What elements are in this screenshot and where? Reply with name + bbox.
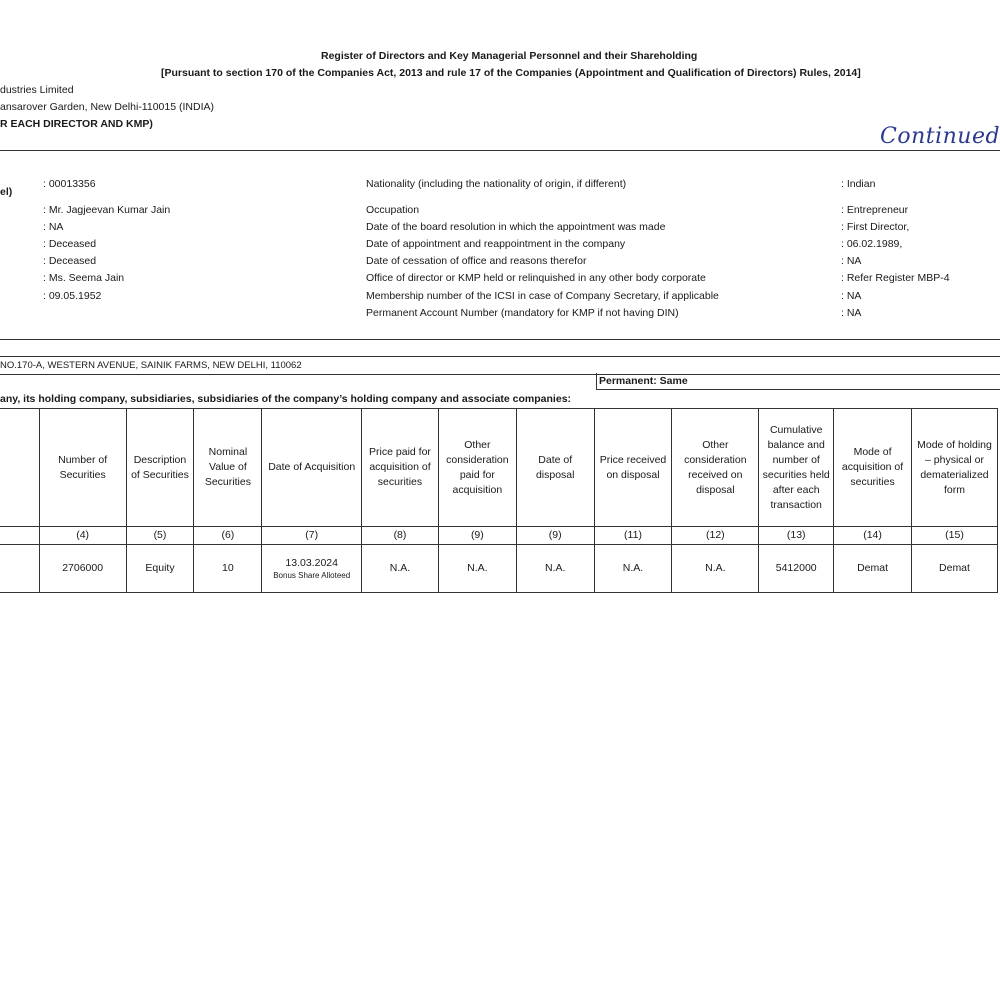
column-header: Description of Securities bbox=[126, 409, 194, 527]
detail-right-label: Nationality (including the nationality of origin, if different) bbox=[366, 178, 627, 190]
column-number: (7) bbox=[262, 527, 362, 545]
detail-right-label: Date of the board resolution in which the appointment was made bbox=[366, 221, 666, 233]
handwritten-continued: Continued bbox=[880, 124, 1000, 149]
nominal-value: 10 bbox=[194, 545, 262, 593]
column-header: Cumulative balance and number of securities held after each transaction bbox=[759, 409, 834, 527]
detail-left-label: el) bbox=[0, 186, 13, 198]
permanent-address: Permanent: Same bbox=[599, 375, 688, 387]
price-received: N.A. bbox=[594, 545, 672, 593]
mode-of-acquisition: Demat bbox=[834, 545, 912, 593]
cumulative-balance: 5412000 bbox=[759, 545, 834, 593]
other-consideration-paid: N.A. bbox=[438, 545, 516, 593]
column-header: Mode of acquisition of securities bbox=[834, 409, 912, 527]
column-header: Price received on disposal bbox=[594, 409, 672, 527]
detail-right-label: Date of cessation of office and reasons therefor bbox=[366, 255, 587, 267]
detail-right-value: : NA bbox=[841, 290, 862, 302]
row-first-cell bbox=[0, 545, 39, 593]
detail-left-value: : NA bbox=[43, 221, 64, 233]
column-number: (11) bbox=[594, 527, 672, 545]
detail-left-value: : Deceased bbox=[43, 255, 97, 267]
detail-right-label: Date of appointment and reappointment in the company bbox=[366, 238, 626, 250]
description-of-securities: Equity bbox=[126, 545, 194, 593]
column-number: (9) bbox=[516, 527, 594, 545]
column-header: Other consideration paid for acquisition bbox=[438, 409, 516, 527]
column-header: Mode of holding – physical or dematerialized form bbox=[911, 409, 997, 527]
residential-address: NO.170-A, WESTERN AVENUE, SAINIK FARMS, NEW DELHI, 110062 bbox=[0, 360, 302, 371]
detail-right-value: : 06.02.1989, bbox=[841, 238, 903, 250]
price-paid: N.A. bbox=[362, 545, 439, 593]
number-of-securities: 2706000 bbox=[39, 545, 126, 593]
detail-right-value: : NA bbox=[841, 255, 862, 267]
detail-left-value: : Ms. Seema Jain bbox=[43, 272, 125, 284]
securities-heading: any, its holding company, subsidiaries, subsidiaries of the company’s holding company and associate companies: bbox=[0, 393, 572, 405]
company-address: ansarover Garden, New Delhi-110015 (INDIA) bbox=[0, 101, 214, 113]
detail-right-value: : Indian bbox=[841, 178, 876, 190]
column-number: (8) bbox=[362, 527, 439, 545]
acquisition-note: Bonus Share Alloteed bbox=[273, 571, 351, 580]
column-header: Date of disposal bbox=[516, 409, 594, 527]
detail-left-value: : 09.05.1952 bbox=[43, 290, 102, 302]
column-number: (5) bbox=[126, 527, 194, 545]
detail-left-value: : 00013356 bbox=[43, 178, 96, 190]
column-header: Number of Securities bbox=[39, 409, 126, 527]
divider-top bbox=[0, 150, 1000, 151]
detail-right-label: Permanent Account Number (mandatory for KMP if not having DIN) bbox=[366, 307, 679, 319]
date-of-acquisition: 13.03.2024 bbox=[285, 557, 338, 569]
company-name: dustries Limited bbox=[0, 84, 74, 96]
column-header bbox=[0, 409, 39, 527]
table-header-row bbox=[0, 409, 998, 527]
detail-left-value: : Deceased bbox=[43, 238, 97, 250]
column-number-row bbox=[0, 527, 998, 545]
table-row bbox=[0, 545, 998, 593]
column-number: (6) bbox=[194, 527, 262, 545]
detail-right-value: : Entrepreneur bbox=[841, 204, 909, 216]
detail-right-value: : First Director, bbox=[841, 221, 910, 233]
column-number: (15) bbox=[911, 527, 997, 545]
detail-right-label: Membership number of the ICSI in case of Company Secretary, if applicable bbox=[366, 290, 719, 302]
column-header: Nominal Value of Securities bbox=[194, 409, 262, 527]
column-header: Price paid for acquisition of securities bbox=[362, 409, 439, 527]
column-header: Other consideration received on disposal bbox=[672, 409, 759, 527]
section-heading: R EACH DIRECTOR AND KMP) bbox=[0, 118, 153, 130]
column-number: (12) bbox=[672, 527, 759, 545]
mode-of-holding: Demat bbox=[911, 545, 997, 593]
detail-right-value: : Refer Register MBP-4 bbox=[841, 272, 950, 284]
securities-table bbox=[0, 408, 998, 593]
column-number: (14) bbox=[834, 527, 912, 545]
column-number: (4) bbox=[39, 527, 126, 545]
date-of-acquisition-cell bbox=[262, 545, 362, 593]
column-header: Date of Acquisition bbox=[262, 409, 362, 527]
divider-details bbox=[0, 339, 1000, 340]
column-number: (13) bbox=[759, 527, 834, 545]
date-of-disposal: N.A. bbox=[516, 545, 594, 593]
detail-right-label: Office of director or KMP held or relinquished in any other body corporate bbox=[366, 272, 706, 284]
detail-right-label: Occupation bbox=[366, 204, 420, 216]
detail-right-value: : NA bbox=[841, 307, 862, 319]
detail-left-value: : Mr. Jagjeevan Kumar Jain bbox=[43, 204, 171, 216]
column-number bbox=[0, 527, 39, 545]
register-title: Register of Directors and Key Managerial Personnel and their Shareholding bbox=[321, 50, 698, 62]
column-number: (9) bbox=[438, 527, 516, 545]
register-subtitle: [Pursuant to section 170 of the Companies Act, 2013 and rule 17 of the Companies (Appointment and Qualification of Directors) Rules, 2014] bbox=[161, 67, 861, 79]
other-consideration-received: N.A. bbox=[672, 545, 759, 593]
